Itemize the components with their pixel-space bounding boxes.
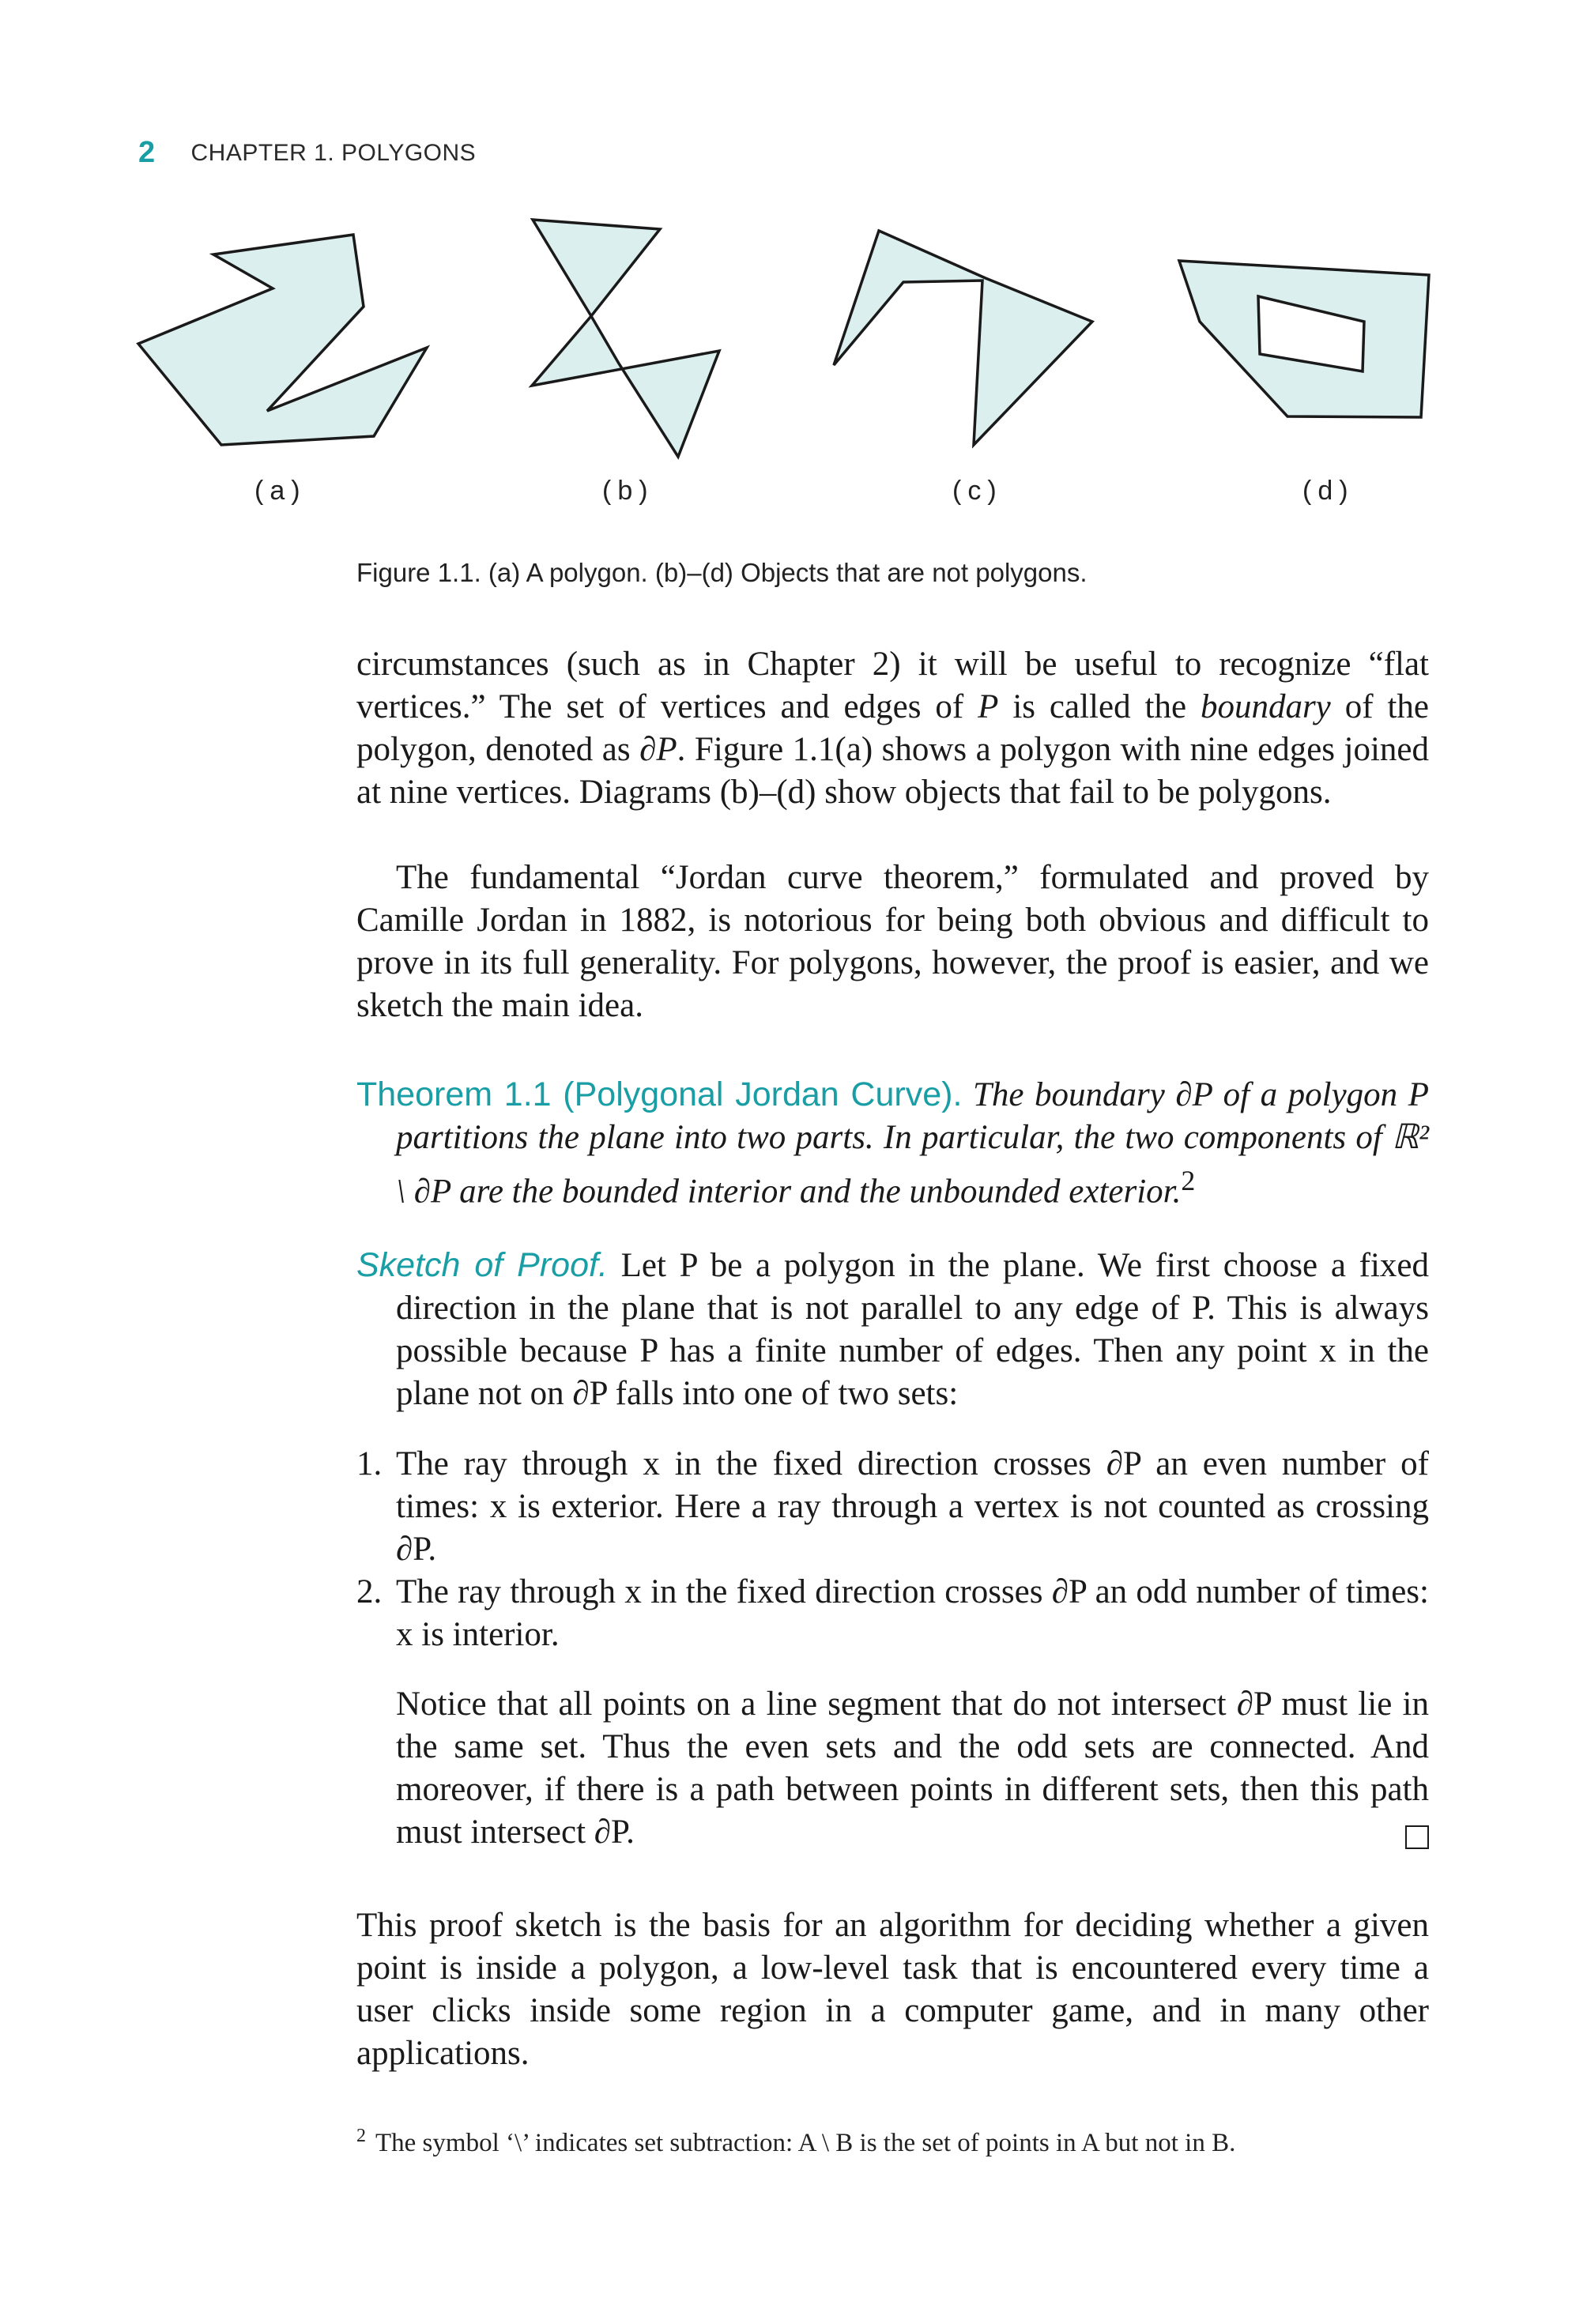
- notice-paragraph: Notice that all points on a line segment that do not intersect ∂P must lie in the same set. Thus the even sets and the odd sets are connected. And moreover, if there is a path between points in different sets, then this path must intersect ∂P.: [396, 1686, 1429, 1851]
- list-item-1: 1. The ray through x in the fixed direction crosses ∂P an even number of times: x is exterior. Here a ray through a vertex is not counted as crossing ∂P.: [356, 1443, 1429, 1571]
- figure-caption: Figure 1.1. (a) A polygon. (b)–(d) Objects that are not polygons.: [356, 558, 1088, 587]
- list-number-2: 2.: [356, 1573, 383, 1610]
- proof-sketch: [356, 1244, 1429, 1415]
- polygon-b-upper: [533, 220, 660, 316]
- list-item-2: 2. The ray through x in the fixed direction crosses ∂P an odd number of times: x is interior.: [356, 1571, 1429, 1656]
- theorem-label: Theorem 1.1 (Polygonal Jordan Curve).: [356, 1075, 963, 1113]
- page-number: 2: [138, 136, 156, 169]
- figure-label-b: (b): [602, 476, 654, 506]
- polygon-c: [834, 231, 1092, 445]
- footnote-mark: 2: [356, 2126, 366, 2146]
- proof-text: Let P be a polygon in the plane. We first choose a fixed direction in the plane that is not parallel to any edge of P. This is always possible because P has a finite number of edges. Then any point x in the plane not on ∂P falls into one of two sets:: [396, 1247, 1430, 1412]
- proof-label: Sketch of Proof.: [356, 1246, 608, 1284]
- figure-label-d: (d): [1302, 476, 1355, 506]
- figure-label-c: (c): [952, 476, 1003, 506]
- figure-label-a: (a): [254, 476, 307, 506]
- footnote-ref: 2: [1181, 1165, 1196, 1196]
- footnote: [356, 2126, 1235, 2158]
- figure-polygons: [0, 190, 1587, 474]
- qed-box-icon: [1405, 1825, 1429, 1849]
- footnote-text: The symbol ‘\’ indicates set subtraction: A \ B is the set of points in A but not in B.: [375, 2129, 1236, 2157]
- chapter-title: CHAPTER 1. POLYGONS: [190, 140, 477, 166]
- list-number-1: 1.: [356, 1445, 383, 1482]
- theorem-text: The boundary ∂P of a polygon P partitions the plane into two parts. In particular, the two components of ℝ² \ ∂P are the bounded interior and the unbounded exterior.: [396, 1076, 1429, 1211]
- theorem: [356, 1073, 1429, 1213]
- polygon-b-lower: [532, 316, 719, 457]
- paragraph-1: circumstances (such as in Chapter 2) it will be useful to recognize “flat vertices.” The set of vertices and edges of P is called the boundary of the polygon, denoted as ∂P. Figure 1.1(a) shows a polygon with nine edges joined at nine vertices. Diagrams (b)–(d) show objects that fail to be polygons.: [356, 646, 1430, 811]
- running-header: [138, 136, 476, 170]
- polygon-a: [138, 235, 427, 445]
- paragraph-3: This proof sketch is the basis for an algorithm for deciding whether a given point is inside a polygon, a low-level task that is encountered every time a user clicks inside some region in a computer game, and in many other applications.: [356, 1907, 1429, 2072]
- paragraph-2: The fundamental “Jordan curve theorem,” formulated and proved by Camille Jordan in 1882, is notorious for being both obvious and difficult to prove in its full generality. For polygons, however, the proof is easier, and we sketch the main idea.: [356, 859, 1429, 1024]
